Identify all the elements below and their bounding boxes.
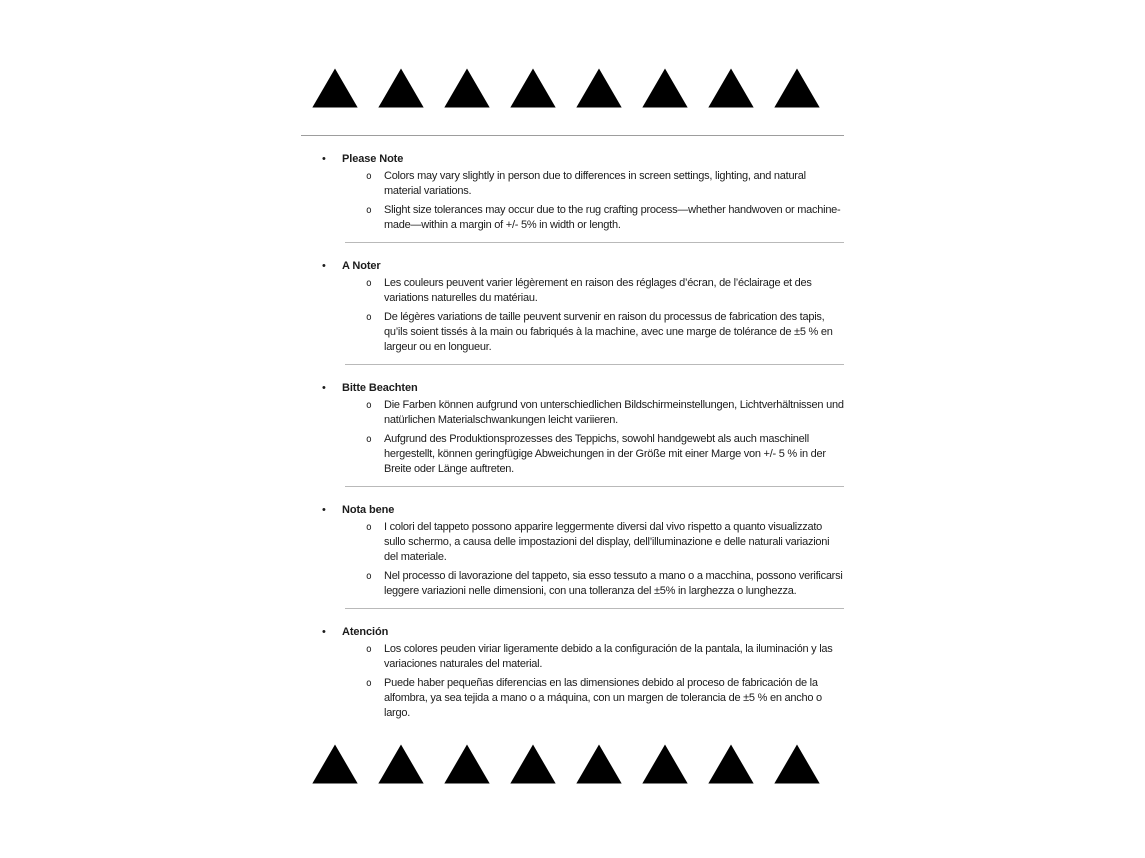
bullet-marker: • bbox=[322, 626, 326, 638]
notice-text: Les couleurs peuvent varier légèrement en raison des réglages d’écran, de l’éclairage et des variations naturelles du matériau. bbox=[384, 277, 812, 304]
warning-triangle-icon bbox=[506, 740, 560, 788]
sub-bullet-marker: o bbox=[366, 205, 372, 216]
notice-text: Die Farben können aufgrund von unterschiedlichen Bildschirmeinstellungen, Lichtverhältnissen und natürlichen Materialschwankungen leicht variieren. bbox=[384, 399, 844, 426]
notice-item bbox=[301, 569, 844, 599]
notice-section-french bbox=[301, 243, 844, 365]
warning-triangle-icon bbox=[308, 64, 362, 112]
section-heading-row bbox=[301, 381, 844, 396]
warning-triangle-icon bbox=[770, 64, 824, 112]
notice-item bbox=[301, 169, 844, 199]
sub-bullet-marker: o bbox=[366, 278, 372, 289]
sub-bullet-marker: o bbox=[366, 644, 372, 655]
warning-triangles-bottom-row bbox=[301, 740, 844, 788]
bullet-marker: • bbox=[322, 260, 326, 272]
section-heading-row bbox=[301, 625, 844, 640]
sub-bullet-marker: o bbox=[366, 171, 372, 182]
section-heading-row bbox=[301, 259, 844, 274]
warning-triangle-icon bbox=[572, 64, 626, 112]
warning-triangle-icon bbox=[308, 740, 362, 788]
warning-triangle-icon bbox=[704, 740, 758, 788]
notice-section-italian bbox=[301, 487, 844, 609]
notice-item bbox=[301, 310, 844, 355]
sub-bullet-marker: o bbox=[366, 434, 372, 445]
notice-text: Aufgrund des Produktionsprozesses des Teppichs, sowohl handgewebt als auch maschinell hergestellt, können geringfügige Abweichungen in der Größe mit einer Marge von +/- 5 % in der Breite oder Länge auftreten. bbox=[384, 433, 826, 475]
warning-triangle-icon bbox=[572, 740, 626, 788]
section-heading: A Noter bbox=[342, 260, 381, 272]
section-heading: Nota bene bbox=[342, 504, 395, 516]
notice-item bbox=[301, 276, 844, 306]
notice-section-english bbox=[301, 136, 844, 243]
sub-bullet-marker: o bbox=[366, 400, 372, 411]
notice-text: Nel processo di lavorazione del tappeto, sia esso tessuto a mano o a macchina, possono verificarsi leggere variazioni nelle dimensioni, con una tolleranza del ±5% in larghezza o lunghezza. bbox=[384, 570, 843, 597]
sub-bullet-marker: o bbox=[366, 571, 372, 582]
notice-text: I colori del tappeto possono apparire leggermente diversi dal vivo rispetto a quanto visualizzato sullo schermo, a causa delle impostazioni del display, dell’illuminazione e delle naturali variazioni del materiale. bbox=[384, 521, 830, 563]
bullet-marker: • bbox=[322, 382, 326, 394]
notice-item bbox=[301, 676, 844, 721]
notice-text: Slight size tolerances may occur due to the rug crafting process—whether handwoven or machine-made—within a margin of +/- 5% in width or length. bbox=[384, 204, 841, 231]
warning-triangle-icon bbox=[374, 740, 428, 788]
notice-item bbox=[301, 432, 844, 477]
warning-triangle-icon bbox=[374, 64, 428, 112]
warning-triangle-icon bbox=[638, 64, 692, 112]
sub-bullet-marker: o bbox=[366, 678, 372, 689]
warning-triangle-icon bbox=[704, 64, 758, 112]
notice-item bbox=[301, 398, 844, 428]
warning-triangle-icon bbox=[440, 740, 494, 788]
notice-text: Los colores peuden viriar ligeramente debido a la configuración de la pantala, la iluminación y las variaciones naturales del material. bbox=[384, 643, 833, 670]
section-heading: Bitte Beachten bbox=[342, 382, 418, 394]
sub-bullet-marker: o bbox=[366, 312, 372, 323]
bullet-marker: • bbox=[322, 153, 326, 165]
notice-section-german bbox=[301, 365, 844, 487]
warning-triangles-top-row bbox=[301, 64, 844, 112]
section-heading-row bbox=[301, 503, 844, 518]
notice-text: Colors may vary slightly in person due to differences in screen settings, lighting, and natural material variations. bbox=[384, 170, 806, 197]
warning-triangle-icon bbox=[506, 64, 560, 112]
bullet-marker: • bbox=[322, 504, 326, 516]
notice-item bbox=[301, 203, 844, 233]
section-heading: Atención bbox=[342, 626, 389, 638]
sub-bullet-marker: o bbox=[366, 522, 372, 533]
notice-document bbox=[301, 0, 844, 788]
notice-text: De légères variations de taille peuvent survenir en raison du processus de fabrication des tapis, qu’ils soient tissés à la main ou fabriqués à la machine, avec une marge de tolérance de ±5 % en largeur ou en longueur. bbox=[384, 311, 833, 353]
notice-item bbox=[301, 642, 844, 672]
section-heading: Please Note bbox=[342, 153, 404, 165]
notice-section-spanish bbox=[301, 609, 844, 721]
notice-item bbox=[301, 520, 844, 565]
warning-triangle-icon bbox=[440, 64, 494, 112]
warning-triangle-icon bbox=[770, 740, 824, 788]
section-heading-row bbox=[301, 152, 844, 167]
warning-triangle-icon bbox=[638, 740, 692, 788]
notice-text: Puede haber pequeñas diferencias en las dimensiones debido al proceso de fabricación de la alfombra, ya sea tejida a mano o a máquina, con un margen de tolerancia de ±5 % en ancho o largo. bbox=[384, 677, 822, 719]
